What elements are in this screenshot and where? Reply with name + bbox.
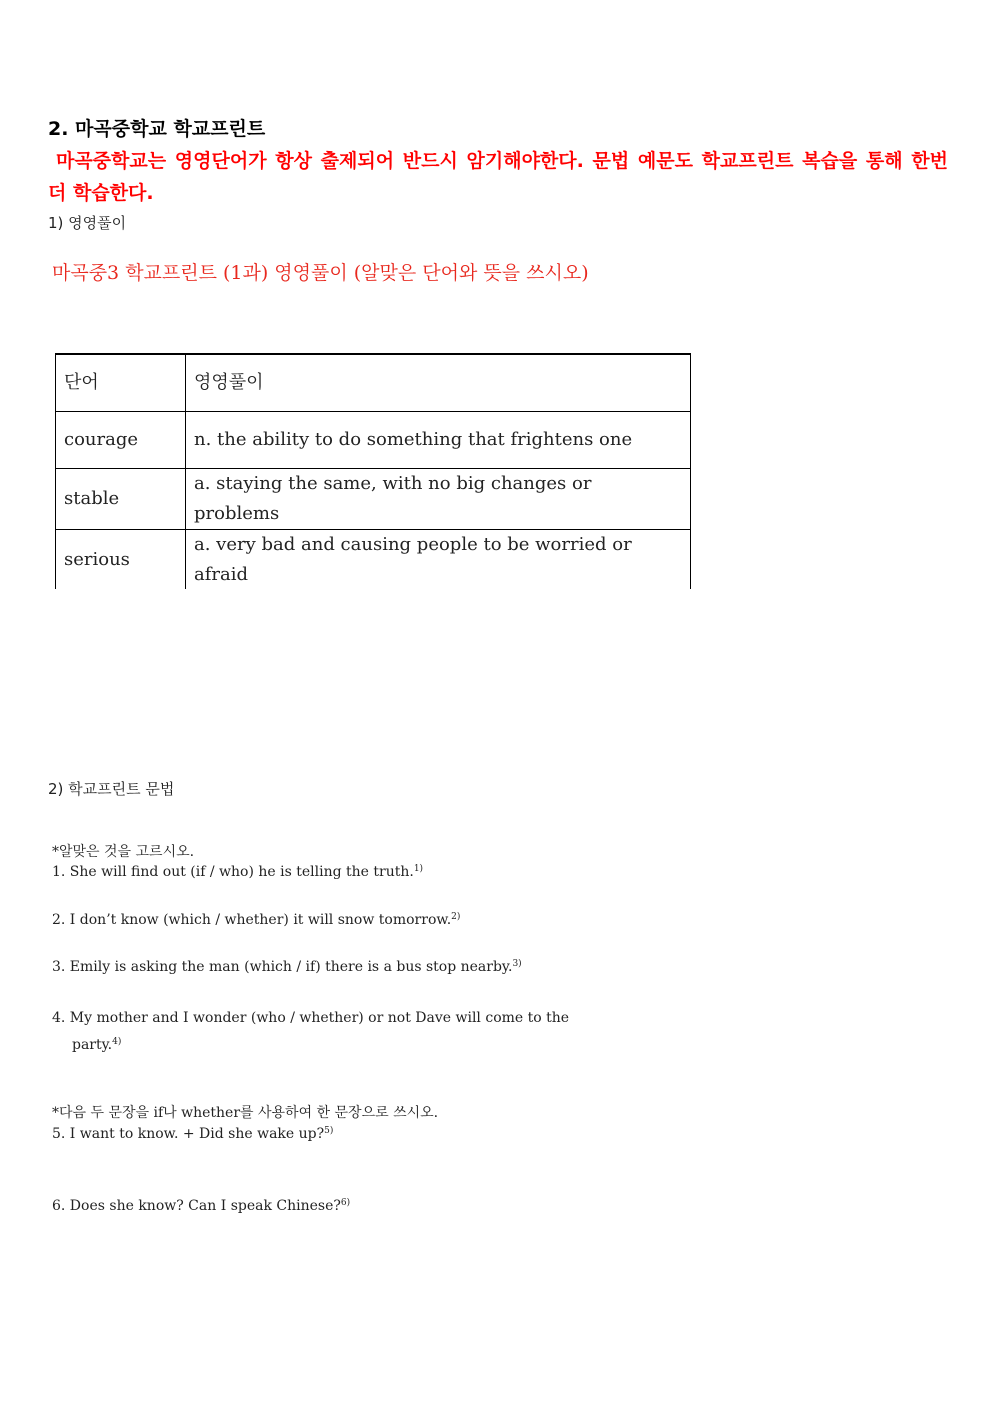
question-text: 4. My mother and I wonder (who / whether) or not Dave will come to the [52, 1010, 570, 1026]
question-1 [52, 864, 423, 880]
question-text: 2. I don’t know (which / whether) it will snow tomorrow. [52, 912, 452, 928]
table-row [56, 412, 691, 469]
section-heading: 2. 마곡중학교 학교프린트 [48, 118, 266, 140]
word-cell: stable [56, 469, 186, 530]
footnote-ref: 6) [340, 1198, 351, 1208]
footnote-ref: 3) [512, 959, 522, 969]
header-definition: 영영풀이 [186, 355, 691, 412]
question-text: 6. Does she know? Can I speak Chinese? [52, 1198, 341, 1214]
part1-heading: 1) 영영풀이 [48, 214, 127, 232]
question-text: 5. I want to know. + Did she wake up? [52, 1126, 325, 1142]
word-cell: courage [56, 412, 186, 469]
question-6 [52, 1198, 350, 1214]
definition-cell: a. staying the same, with no big changes or problems [186, 469, 691, 530]
print-title: 마곡중3 학교프린트 (1과) 영영풀이 (알맞은 단어와 뜻을 쓰시오) [52, 262, 589, 284]
footnote-ref: 4) [112, 1037, 122, 1047]
question-4 [52, 1006, 612, 1057]
footnote-ref: 2) [451, 912, 461, 922]
word-cell: serious [56, 530, 186, 590]
instruction-choose: *알맞은 것을 고르시오. [52, 844, 195, 860]
header-word: 단어 [56, 355, 186, 412]
table-header-row [56, 355, 691, 412]
question-2 [52, 912, 460, 928]
question-5 [52, 1126, 333, 1142]
definition-cell: a. very bad and causing people to be worried or afraid [186, 530, 691, 590]
question-text-continued: party. [72, 1037, 113, 1053]
footnote-ref: 1) [413, 864, 424, 874]
footnote-ref: 5) [324, 1126, 334, 1136]
instruction-combine: *다음 두 문장을 if나 whether를 사용하여 한 문장으로 쓰시오. [52, 1105, 439, 1121]
vocab-table [55, 354, 691, 589]
question-text: 1. She will find out (if / who) he is telling the truth. [52, 864, 414, 880]
notice-text: 마곡중학교는 영영단어가 항상 출제되어 반드시 암기해야한다. 문법 예문도 학교프린트 복습을 통해 한번 더 학습한다. [48, 150, 948, 204]
table-row [56, 469, 691, 530]
table-row [56, 530, 691, 590]
question-3 [52, 959, 522, 975]
definition-cell: n. the ability to do something that frightens one [186, 412, 691, 469]
vocab-table-container [55, 353, 691, 589]
question-text: 3. Emily is asking the man (which / if) there is a bus stop nearby. [52, 959, 513, 975]
part2-heading: 2) 학교프린트 문법 [48, 780, 175, 798]
